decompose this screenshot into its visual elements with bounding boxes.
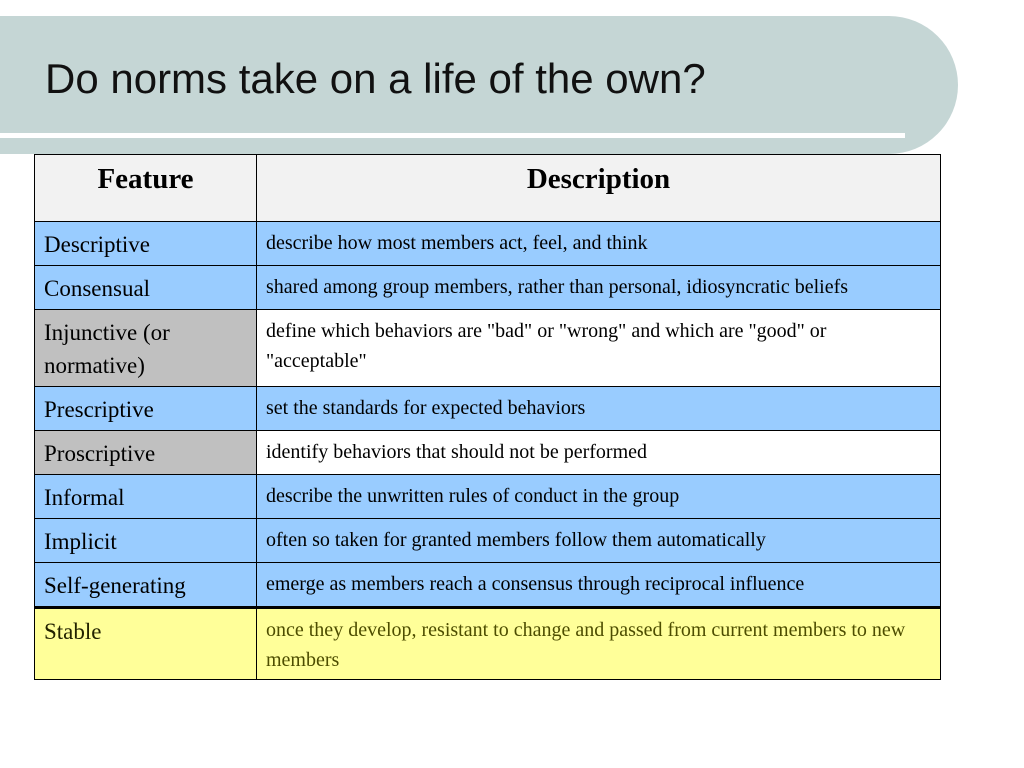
feature-cell: Prescriptive bbox=[35, 387, 257, 431]
description-cell: describe how most members act, feel, and think bbox=[257, 222, 941, 266]
feature-cell: Implicit bbox=[35, 519, 257, 563]
description-cell: define which behaviors are "bad" or "wrong" and which are "good" or "acceptable" bbox=[257, 310, 941, 387]
table-row bbox=[35, 387, 941, 431]
table-row bbox=[35, 266, 941, 310]
title-underline bbox=[0, 133, 905, 138]
table-header-row bbox=[35, 155, 941, 222]
description-cell: shared among group members, rather than personal, idiosyncratic beliefs bbox=[257, 266, 941, 310]
feature-cell: Proscriptive bbox=[35, 431, 257, 475]
feature-cell: Stable bbox=[35, 608, 257, 680]
header-description: Description bbox=[257, 155, 941, 222]
description-cell: often so taken for granted members follow them automatically bbox=[257, 519, 941, 563]
description-cell: describe the unwritten rules of conduct in the group bbox=[257, 475, 941, 519]
description-cell: identify behaviors that should not be performed bbox=[257, 431, 941, 475]
table-row bbox=[35, 475, 941, 519]
norms-table bbox=[34, 154, 941, 680]
feature-cell: Consensual bbox=[35, 266, 257, 310]
description-cell: once they develop, resistant to change and passed from current members to new members bbox=[257, 608, 941, 680]
table-row bbox=[35, 608, 941, 680]
table-row bbox=[35, 563, 941, 608]
table-row bbox=[35, 431, 941, 475]
feature-cell: Informal bbox=[35, 475, 257, 519]
header-feature: Feature bbox=[35, 155, 257, 222]
table-row bbox=[35, 310, 941, 387]
feature-cell: Self-generating bbox=[35, 563, 257, 608]
description-cell: set the standards for expected behaviors bbox=[257, 387, 941, 431]
feature-cell: Descriptive bbox=[35, 222, 257, 266]
description-cell: emerge as members reach a consensus through reciprocal influence bbox=[257, 563, 941, 608]
slide-title: Do norms take on a life of the own? bbox=[45, 55, 706, 102]
table-row bbox=[35, 519, 941, 563]
feature-cell: Injunctive (or normative) bbox=[35, 310, 257, 387]
table-row bbox=[35, 222, 941, 266]
